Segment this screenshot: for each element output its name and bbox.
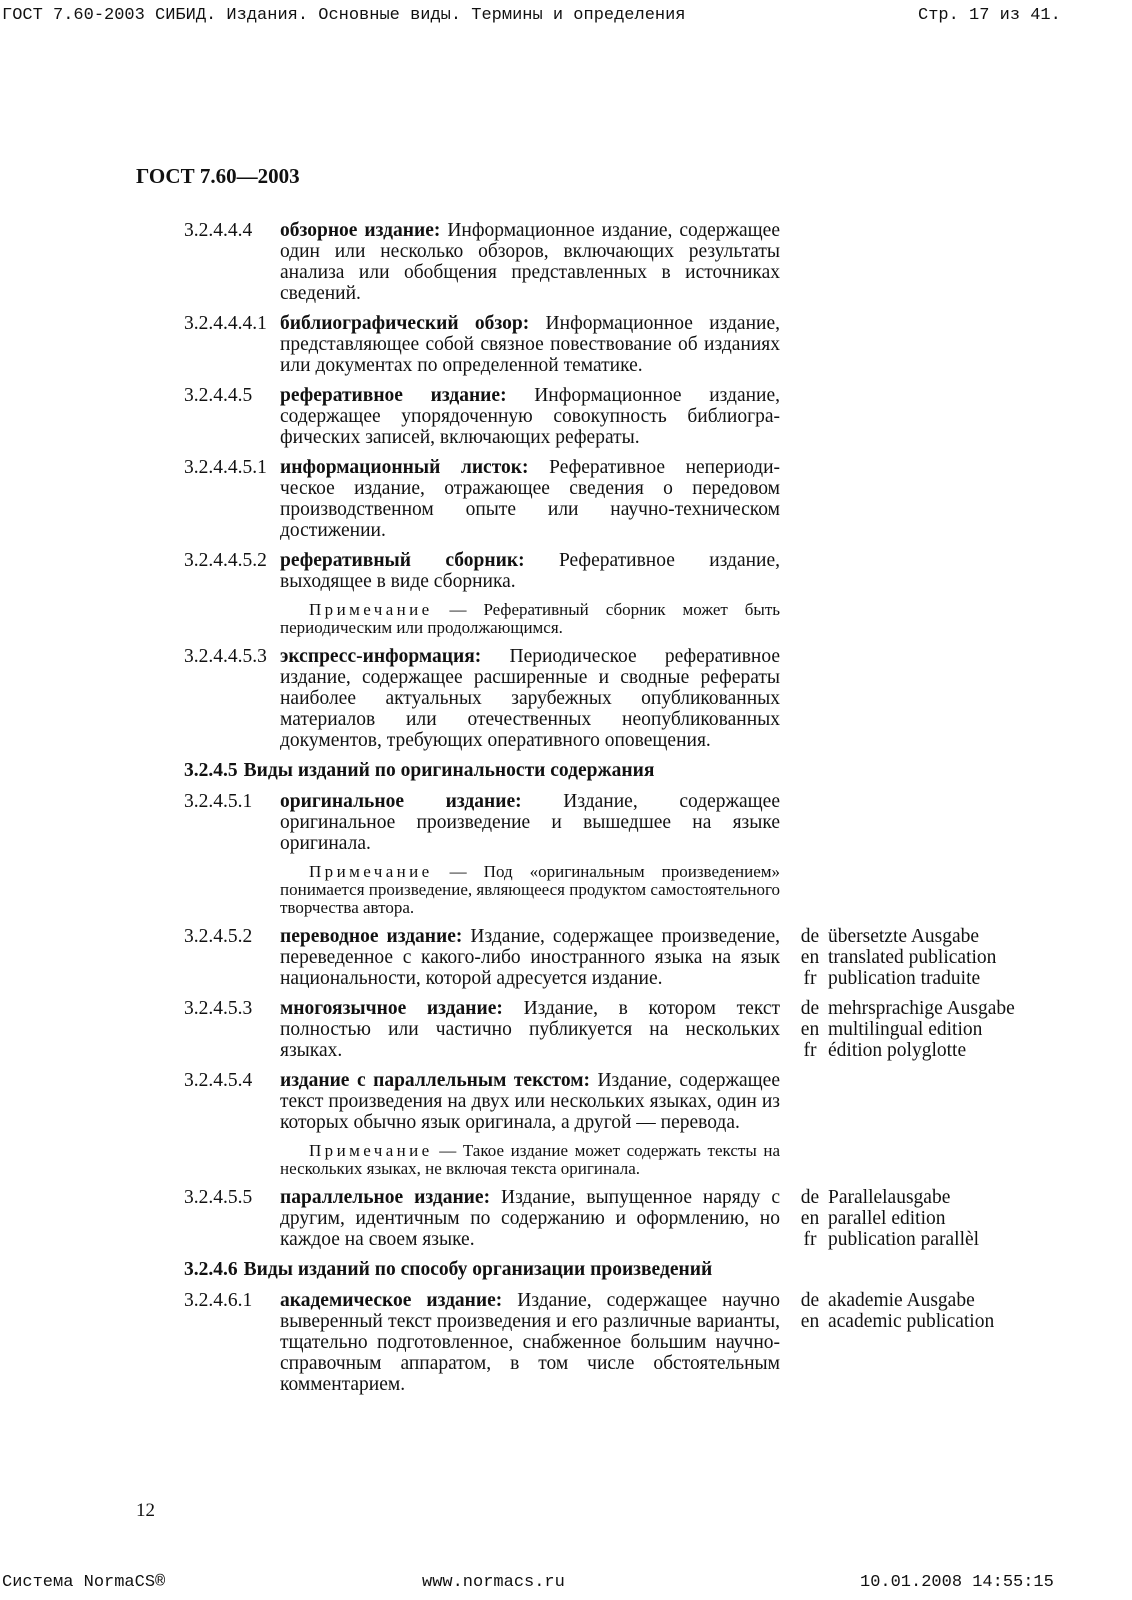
entry-text bbox=[280, 646, 780, 751]
note bbox=[280, 863, 780, 917]
lang-code: en bbox=[800, 1019, 820, 1040]
entry-text bbox=[280, 1187, 780, 1250]
term: обзорное издание: bbox=[280, 220, 441, 241]
entry-number: 3.2.4.4.5.1 bbox=[184, 457, 267, 478]
entry-number: 3.2.4.4.5 bbox=[184, 385, 253, 406]
entry bbox=[184, 1187, 1044, 1250]
term: многоязычное издание: bbox=[280, 998, 503, 1019]
footer-timestamp: 10.01.2008 14:55:15 bbox=[860, 1573, 1054, 1592]
section-heading bbox=[184, 760, 1044, 781]
definition: Издание, содержащее научно выверенный текст произведения и его различные варианты, тщательно подготовленное, снабженное большим научно-справочным аппаратом, в том числе обстоятельным комментарием. bbox=[280, 1290, 780, 1395]
term: информационный листок: bbox=[280, 457, 529, 478]
entry bbox=[184, 385, 1044, 448]
definition: Информационное издание, представляющее собой связное повествование об изданиях или документах по определенной тематике. bbox=[280, 313, 780, 376]
lang-code: fr bbox=[803, 968, 817, 989]
entry bbox=[184, 998, 1044, 1061]
note-text: — Реферативный сборник может быть периодическим или продолжающимся. bbox=[280, 600, 780, 637]
term: академическое издание: bbox=[280, 1290, 503, 1311]
lang-code: en bbox=[800, 947, 820, 968]
term: библиографический обзор: bbox=[280, 313, 530, 334]
entry-text bbox=[280, 550, 780, 592]
entry-number: 3.2.4.4.5.2 bbox=[184, 550, 267, 571]
entry-number: 3.2.4.4.4.1 bbox=[184, 313, 267, 334]
lang-code: de bbox=[800, 1187, 820, 1208]
foreign-term: édition polyglotte bbox=[828, 1040, 967, 1061]
definition: Реферативное издание, выходящее в виде сборника. bbox=[280, 550, 780, 592]
entry-text bbox=[280, 791, 780, 854]
definition: Издание, содержащее произведение, переведенное с какого-либо иностранного языка на язык национальности, которой адресуется издание. bbox=[280, 926, 781, 989]
term: издание с параллельным текстом: bbox=[280, 1070, 590, 1091]
foreign-term: publication traduite bbox=[828, 968, 981, 989]
note-label: Примечание bbox=[309, 600, 433, 619]
entry-text bbox=[280, 385, 780, 448]
entry bbox=[184, 791, 1044, 854]
foreign-term: akademie Ausgabe bbox=[828, 1290, 975, 1311]
lang-code: fr bbox=[803, 1040, 817, 1061]
header-document-title: ГОСТ 7.60-2003 СИБИД. Издания. Основные виды. Термины и определения bbox=[2, 6, 686, 25]
term: оригинальное издание: bbox=[280, 791, 522, 812]
term: переводное издание: bbox=[280, 926, 463, 947]
footer-website-link[interactable]: www.normacs.ru bbox=[422, 1573, 565, 1592]
foreign-term: mehrsprachige Ausgabe bbox=[828, 998, 1015, 1019]
foreign-term: academic publication bbox=[828, 1311, 995, 1332]
entry bbox=[184, 1070, 1044, 1133]
lang-code: de bbox=[800, 1290, 820, 1311]
foreign-term: multilingual edition bbox=[828, 1019, 983, 1040]
foreign-equivalents bbox=[828, 998, 1058, 1061]
entry-number: 3.2.4.5.5 bbox=[184, 1187, 253, 1208]
definition: Реферативное непериодическое издание, отражающее сведения о передовом производственном опыте или научно-техническом достижении. bbox=[280, 457, 781, 541]
lang-code: fr bbox=[803, 1229, 817, 1250]
footer-system-name: Система NormaCS® bbox=[2, 1573, 166, 1592]
definition: Информационное издание, содержащее упорядоченную совокупность библиографических записей, включающих рефераты. bbox=[280, 385, 780, 448]
entry-number: 3.2.4.4.4 bbox=[184, 220, 253, 241]
note-label: Примечание bbox=[309, 862, 433, 881]
section-heading bbox=[184, 1259, 1044, 1280]
definition: Издание, в котором текст полностью или частично публикуется на нескольких языках. bbox=[280, 998, 780, 1061]
definition: Издание, содержащее оригинальное произведение и вышедшее на языке оригинала. bbox=[280, 791, 780, 854]
page-number: 12 bbox=[136, 1500, 155, 1521]
entry-text bbox=[280, 1070, 780, 1133]
entry-number: 3.2.4.5.2 bbox=[184, 926, 253, 947]
foreign-equivalents bbox=[828, 1290, 1058, 1395]
foreign-term: übersetzte Ausgabe bbox=[828, 926, 980, 947]
note-text: — Под «оригинальным произведением» понимается произведение, являющееся продуктом самостоятельного творчества автора. bbox=[280, 862, 780, 917]
term: экспресс-информация: bbox=[280, 646, 482, 667]
entry-text bbox=[280, 998, 780, 1061]
note bbox=[280, 601, 780, 637]
lang-code: de bbox=[800, 926, 820, 947]
language-codes bbox=[792, 998, 828, 1061]
entry bbox=[184, 457, 1044, 541]
note-text: — Такое издание может содержать тексты на нескольких языках, не включая текста оригинала. bbox=[280, 1141, 780, 1178]
lang-code: de bbox=[800, 998, 820, 1019]
gost-title: ГОСТ 7.60—2003 bbox=[136, 164, 300, 188]
entry-number: 3.2.4.6.1 bbox=[184, 1290, 253, 1311]
entry-text bbox=[280, 313, 780, 376]
section-number: 3.2.4.6 bbox=[184, 1259, 238, 1280]
lang-code: en bbox=[800, 1208, 820, 1229]
note-label: Примечание bbox=[309, 1141, 433, 1160]
entry bbox=[184, 646, 1044, 751]
entry bbox=[184, 1290, 1044, 1395]
section-title: Виды изданий по оригинальности содержания bbox=[243, 760, 655, 781]
foreign-term: translated publication bbox=[828, 947, 997, 968]
section-number: 3.2.4.5 bbox=[184, 760, 238, 781]
note bbox=[280, 1142, 780, 1178]
term: параллельное издание: bbox=[280, 1187, 491, 1208]
entry-text bbox=[280, 220, 780, 304]
entry-number: 3.2.4.4.5.3 bbox=[184, 646, 267, 667]
term: реферативное издание: bbox=[280, 385, 507, 406]
entry-number: 3.2.4.5.3 bbox=[184, 998, 253, 1019]
entry-text bbox=[280, 926, 780, 989]
definition: Издание, выпущенное наряду с другим, идентичным по содержанию и оформлению, но каждое на своем языке. bbox=[280, 1187, 780, 1250]
foreign-term: parallel edition bbox=[828, 1208, 946, 1229]
language-codes bbox=[792, 926, 828, 989]
language-codes bbox=[792, 1187, 828, 1250]
term: реферативный сборник: bbox=[280, 550, 525, 571]
foreign-equivalents bbox=[828, 926, 1058, 989]
entry-text bbox=[280, 457, 780, 541]
definition: Информационное издание, содержащее один или несколько обзоров, включающих результаты анализа или обобщения представленных в источниках сведений. bbox=[280, 220, 780, 304]
foreign-equivalents bbox=[828, 1187, 1058, 1250]
foreign-term: Parallelausgabe bbox=[828, 1187, 951, 1208]
document-body bbox=[184, 220, 1044, 1404]
entry-number: 3.2.4.5.1 bbox=[184, 791, 253, 812]
language-codes bbox=[792, 1290, 828, 1395]
entry bbox=[184, 220, 1044, 304]
definition: Периодическое реферативное издание, содержащее расширенные и сводные рефераты наиболее актуальных зарубежных опубликованных материалов или отечественных неопубликованных документов, требующих оперативного оповещения. bbox=[280, 646, 780, 751]
entry bbox=[184, 313, 1044, 376]
entry bbox=[184, 926, 1044, 989]
foreign-term: publication parallèl bbox=[828, 1229, 980, 1250]
section-title: Виды изданий по способу организации произведений bbox=[243, 1259, 713, 1280]
entry-text bbox=[280, 1290, 780, 1395]
definition: Издание, содержащее текст произведения на двух или нескольких языках, один из которых обычно язык оригинала, а другой — перевода. bbox=[280, 1070, 780, 1133]
entry bbox=[184, 550, 1044, 592]
lang-code: en bbox=[800, 1311, 820, 1332]
entry-number: 3.2.4.5.4 bbox=[184, 1070, 253, 1091]
header-page-counter: Стр. 17 из 41. bbox=[918, 6, 1061, 25]
